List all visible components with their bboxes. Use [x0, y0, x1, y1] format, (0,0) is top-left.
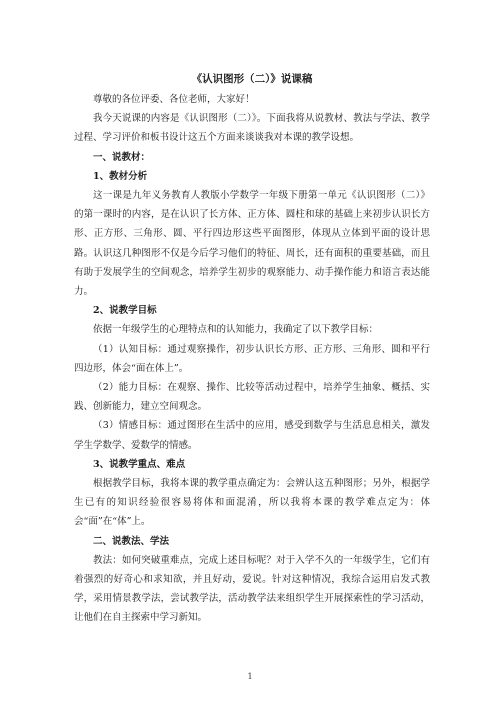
page-number: 1 — [247, 672, 253, 681]
paragraph-textbook-analysis: 这一课是九年义务教育人教版小学数学一年级下册第一单元《认识图形（二）》的第一课时的内容，是在认识了长方体、正方体、圆柱和球的基础上来初步认识长方形、正方形、三角形、圆、平行四边形这些平面图形，体现从立体到平面的设计思路。认识这几种图形不仅是今后学习他们的特征、周长，还有面积的重要基础，而且有助于发展学生的空间观念，培养学生初步的观察能力、动手操作能力和语言表达能力。 — [74, 190, 430, 298]
subheading-key-points: 3、说教学重点、难点 — [93, 458, 186, 470]
intro-paragraph: 我今天说课的内容是《认识图形（二）》。下面我将从说教材、教法与学法、教学过程、学习评价和板书设计这五个方面来谈谈我对本课的教学设想。 — [74, 113, 430, 144]
document-title: 《认识图形（二）》说课稿 — [191, 73, 313, 85]
section-heading-textbook: 一、说教材： — [93, 151, 151, 163]
goal-ability: （2）能力目标：在观察、操作、比较等活动过程中，培养学生抽象、概括、实践、创新能力，建立空间观念。 — [74, 382, 430, 413]
paragraph-key-points: 根据教学目标，我将本课的教学重点确定为：会辨认这五种图形；另外，根据学生已有的知识经验很容易将体和面混淆，所以我将本课的教学难点定为：体会“面”在“体”上。 — [74, 478, 430, 528]
paragraph-teaching-goals: 依据一年级学生的心理特点和的认知能力，我确定了以下教学目标： — [93, 324, 379, 336]
subheading-textbook-analysis: 1、教材分析 — [93, 170, 148, 182]
document-body — [74, 70, 430, 628]
goal-cognitive: （1）认知目标：通过观察操作，初步认识长方形、正方形、三角形、圆和平行四边形，体会“面在体上”。 — [74, 343, 430, 374]
greeting: 尊敬的各位评委、各位老师，大家好！ — [93, 94, 255, 105]
goal-emotion: （3）情感目标：通过图形在生活中的应用，感受到数学与生活息息相关，激发学生学数学、爱数学的情感。 — [74, 420, 430, 451]
paragraph-methods: 教法：如何突破重难点，完成上述目标呢？对于入学不久的一年级学生，它们有着强烈的好奇心和求知欲，并且好动，爱说。针对这种情况，我综合运用启发式教学，采用情景教学法，尝试教学法，活动教学法来组织学生开展探索性的学习活动，让他们在自主探索中学习新知。 — [74, 554, 430, 624]
section-heading-methods: 二、说教法、学法 — [93, 535, 170, 547]
subheading-teaching-goals: 2、说教学目标 — [93, 305, 157, 317]
